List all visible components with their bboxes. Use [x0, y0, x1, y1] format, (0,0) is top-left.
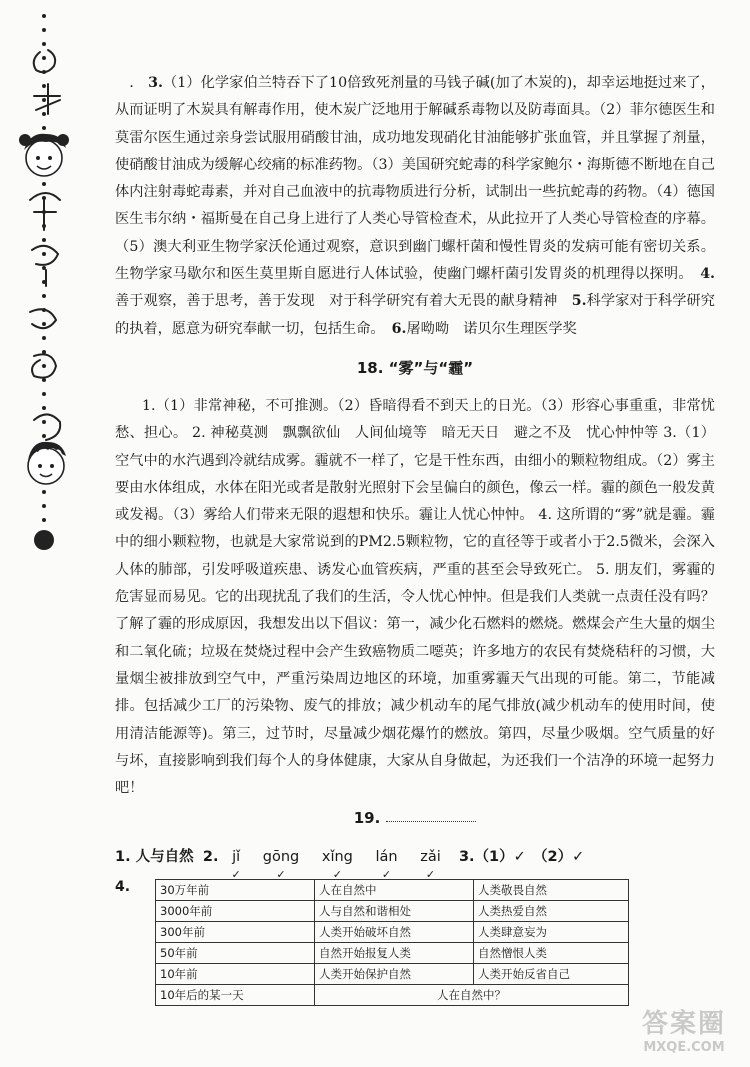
- answer-text: 科学家对于科学研究的执着，愿意为研究奉献一切，包括生命。: [115, 293, 715, 337]
- answer-text: 屠呦呦 诺贝尔生理医学奖: [406, 320, 577, 337]
- check-icon: ✓: [381, 868, 392, 881]
- item-number: 5.: [571, 293, 587, 310]
- pinyin-item: zǎi ✓: [420, 845, 441, 869]
- table-row: 10年前 人类开始保护自然 人类开始反省自己: [156, 964, 629, 985]
- table-row: 50年前 自然开始报复人类 自然憎恨人类: [156, 943, 629, 964]
- item-number: 6.: [391, 320, 407, 337]
- section-title: 18. “雾”与“霾”: [356, 358, 474, 377]
- check-icon: ✓: [276, 868, 286, 881]
- table-row: 3000年前 人与自然和谐相处 人类热爱自然: [156, 901, 629, 922]
- dotted-title-blank: [386, 815, 476, 822]
- table-row: 30万年前 人在自然中 人类敬畏自然: [156, 880, 629, 901]
- section-title: 19.: [115, 805, 715, 831]
- answer-paragraph: 1.（1）非常神秘，不可推测。（2）昏暗得看不到天上的日光。（3）形容心事重重，非常忧愁、担心。 2. 神秘莫测 飘飘欲仙 人间仙境等 暗无天日 避之不及 忧心忡忡等 3.（1）空气中的水汽遇到冷就结成雾。霾就不一样了，它是干性东西，由细小的颗粒物组成。（2）雾主要由水体组成，水体在阳光或者是散射光照射下会呈偏白的颜色，像云一样。霾的颜色一般发黄或发褐。（3）雾给人们带来无限的遐想和快乐。霾让人忧心忡忡。 4. 这所谓的“雾”就是霾。霾中的细小颗粒物，也就是大家常说到的PM2.5颗粒物，它的直径等于或者小于2.5微米，会深入人体的肺部，引发呼吸道疾患、诱发心血管疾病，严重的甚至会导致死亡。 5. 朋友们，雾霾的危害显而易见。它的出现扰乱了我们的生活，令人忧心忡忡。但是我们人类就一点责任没有吗？了解了霾的形成原因，我想发出以下倡议：第一，减少化石燃料的燃烧。燃煤会产生大量的烟尘和二氧化硫；垃圾在焚烧过程中会产生致癌物质二噁英；许多地方的农民有焚烧秸秆的习惯，大量烟尘被排放到空气中，严重污染周边地区的环境，加重雾霾天气出现的可能。第二，节能减排。包括减少工厂的污染物、废气的排放；减少机动车的尾气排放(减少机动车的使用时间，使用清洁能源等)。第三，过节时，尽量减少烟花爆竹的燃放。第四，尽量少吸烟。空气质量的好与坏，直接影响到我们每个人的身体健康，大家从自身做起，为还我们一个洁净的环境一起努力吧！: [115, 397, 715, 797]
- timeline-table: [155, 879, 629, 1006]
- check-icon: ✓: [425, 868, 436, 881]
- answers-line: [115, 845, 715, 881]
- answer-paragraph: . 3.（1）化学家伯兰特吞下了10倍致死剂量的马钱子碱(加了木炭的)，却幸运地挺过来了，从而证明了木炭具有解毒作用，使木炭广泛地用于解碱系毒物以及防毒面具。（2）菲尔德医生和莫雷尔医生通过亲身尝试服用硝酸甘油，成功地发现硝化甘油能够扩张血管，并且掌握了剂量，使硝酸甘油成为缓解心绞痛的标准药物。（3）美国研究蛇毒的科学家鲍尔・海斯德不断地在自己体内注射毒蛇毒素，并对自己血液中的抗毒物质进行分析，试制出一些抗蛇毒的药物。（4）德国医生韦尔纳・福斯曼在自己身上进行了人类心导管检查术，从此拉开了人类心导管检查的序幕。（5）澳大利亚生物学家沃伦通过观察，意识到幽门螺杆菌和慢性胃炎的发病可能有密切关系。生物学家马歇尔和医生莫里斯自愿进行人体试验，使幽门螺杆菌引发胃炎的机理得以探明。 4.善于观察，善于思考，善于发现 对于科学研究有着大无畏的献身精神 5.科学家对于科学研究的执着，愿意为研究奉献一切，包括生命。 6.屠呦呦 诺贝尔生理医学奖: [115, 75, 715, 337]
- answer-3: 3.（1）✓ （2）✓: [458, 849, 585, 865]
- table-row: 10年后的某一天 人在自然中？: [156, 985, 629, 1006]
- pinyin-item: jǐ ✓: [232, 845, 240, 869]
- question-4-label: 4.: [115, 879, 131, 895]
- answer-text: 善于观察，善于思考，善于发现 对于科学研究有着大无畏的献身精神: [115, 293, 558, 310]
- pinyin-item: xǐng ✓: [322, 845, 353, 869]
- item-number: 3.: [148, 75, 163, 91]
- check-icon: ✓: [332, 868, 342, 881]
- side-decoration: [0, 0, 95, 560]
- pinyin-item: gōng ✓: [263, 845, 299, 869]
- answer-2-label: 2.: [202, 849, 219, 865]
- pinyin-item: lán ✓: [375, 845, 397, 869]
- answer-1: 1. 人与自然: [115, 849, 194, 865]
- table-row: 300年前 人类开始破坏自然 人类肆意妄为: [156, 922, 629, 943]
- item-number: 4.: [700, 266, 715, 283]
- answer-text: （1）化学家伯兰特吞下了10倍致死剂量的马钱子碱(加了木炭的)，却幸运地挺过来了，从而证明了木炭具有解毒作用，使木炭广泛地用于解碱系毒物以及防毒面具。（2）菲尔德医生和莫雷尔医生通过亲身尝试服用硝酸甘油，成功地发现硝化甘油能够扩张血管，并且掌握了剂量，使硝酸甘油成为缓解心绞痛的标准药物。（3）美国研究蛇毒的科学家鲍尔・海斯德不断地在自己体内注射毒蛇毒素，并对自己血液中的抗毒物质进行分析，试制出一些抗蛇毒的药物。（4）德国医生韦尔纳・福斯曼在自己身上进行了人类心导管检查术，从此拉开了人类心导管检查的序幕。（5）澳大利亚生物学家沃伦通过观察，意识到幽门螺杆菌和慢性胃炎的发病可能有密切关系。生物学家马歇尔和医生莫里斯自愿进行人体试验，使幽门螺杆菌引发胃炎的机理得以探明。: [115, 75, 715, 283]
- check-icon: ✓: [231, 868, 241, 881]
- watermark-logo: 答案圈 MXQE.COM: [641, 1009, 726, 1055]
- section-19: [115, 805, 715, 1002]
- answer-content: [115, 70, 715, 802]
